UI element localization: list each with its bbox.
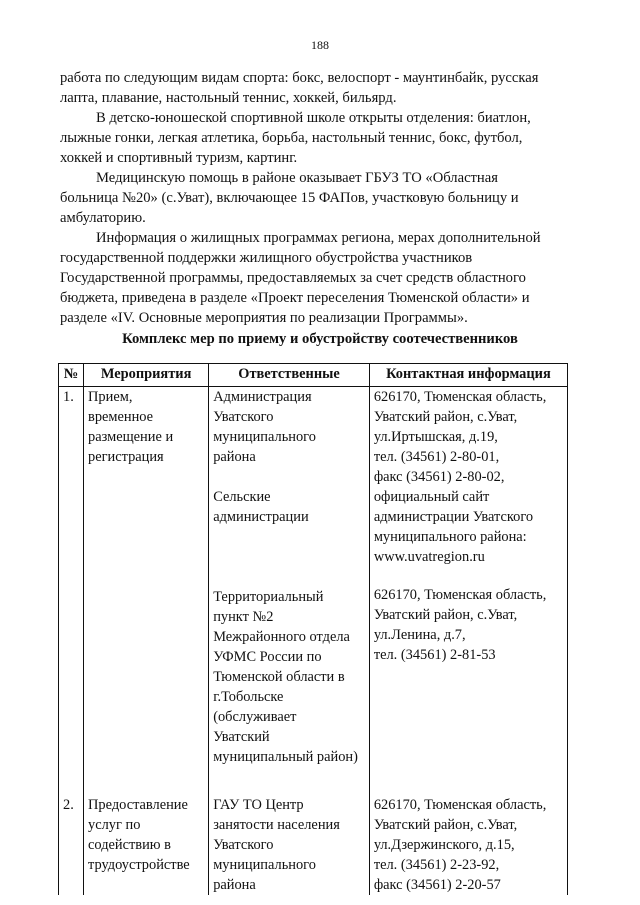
contact-line: ул.Ленина, д.7, [373, 627, 466, 643]
paragraph-medical [60, 168, 577, 228]
header-num: № [59, 364, 84, 387]
row-num: 1. [59, 387, 84, 796]
paragraph-line: работа по следующим видам спорта: бокс, велоспорт - маунтинбайк, русская [60, 70, 539, 86]
responsible-line: муниципального [213, 429, 316, 445]
contact-line: ул.Иртышская, д.19, [373, 429, 498, 445]
measure-line: услуг по [88, 817, 141, 833]
contact-line: муниципального района: [373, 529, 527, 545]
contact-line: 626170, Тюменская область, [373, 389, 547, 405]
paragraph-housing [60, 228, 577, 328]
responsible-line: Территориальный [213, 589, 324, 605]
paragraph-line: Информация о жилищных программах региона, мерах дополнительной [96, 230, 541, 246]
row-contacts [369, 795, 567, 895]
paragraph-line: Государственной программы, предоставляемых за счет средств областного [60, 270, 526, 286]
contact-line: факс (34561) 2-20-57 [373, 877, 501, 893]
responsible-line: Администрация [213, 389, 312, 405]
header-responsible: Ответственные [209, 364, 370, 387]
paragraph-line: В детско-юношеской спортивной школе открыты отделения: биатлон, [96, 110, 531, 126]
header-contacts: Контактная информация [369, 364, 567, 387]
responsible-line: Уватского [213, 409, 274, 425]
paragraph-line: бюджета, приведена в разделе «Проект переселения Тюменской области» и [60, 290, 530, 306]
measure-line: временное [88, 409, 154, 425]
paragraph-line: государственной поддержки жилищного обустройства участников [60, 250, 473, 266]
paragraph-sport-school [60, 108, 577, 168]
contact-line: 626170, Тюменская область, [373, 587, 547, 603]
responsible-line: пункт №2 [213, 609, 274, 625]
responsible-line: Уватский [213, 729, 270, 745]
measure-line: Предоставление [88, 797, 188, 813]
row-measure [84, 387, 209, 796]
header-measures: Мероприятия [84, 364, 209, 387]
responsible-line: занятости населения [213, 817, 340, 833]
responsible-line: Сельские [213, 489, 271, 505]
contact-line: тел. (34561) 2-80-01, [373, 449, 500, 465]
row-contacts [369, 387, 567, 796]
measure-line: размещение и [88, 429, 174, 445]
responsible-line: муниципального [213, 857, 316, 873]
contact-line: тел. (34561) 2-23-92, [373, 857, 500, 873]
measures-table [58, 363, 568, 895]
contact-line: Уватский район, с.Уват, [373, 817, 518, 833]
paragraph-line: амбулаторию. [60, 210, 146, 226]
table-title: Комплекс мер по приему и обустройству соотечественников [122, 331, 518, 347]
measure-line: содействию в [88, 837, 171, 853]
paragraph-line: хоккей и спортивный туризм, картинг. [60, 150, 298, 166]
contact-line: тел. (34561) 2-81-53 [373, 647, 496, 663]
contact-line: официальный сайт [373, 489, 490, 505]
responsible-line: Уватского [213, 837, 274, 853]
responsible-line: Межрайонного отдела [213, 629, 350, 645]
contact-line: факс (34561) 2-80-02, [373, 469, 505, 485]
row-responsible [209, 795, 370, 895]
responsible-line [213, 467, 365, 487]
responsible-line: района [213, 877, 256, 893]
responsible-line: г.Тобольске [213, 689, 284, 705]
paragraph-line: разделе «IV. Основные мероприятия по реализации Программы». [60, 310, 468, 326]
measure-line: трудоустройстве [88, 857, 190, 873]
contact-line: Уватский район, с.Уват, [373, 607, 518, 623]
responsible-line: ГАУ ТО Центр [213, 797, 304, 813]
responsible-line: муниципальный район) [213, 749, 358, 765]
responsible-line: администрации [213, 509, 309, 525]
row-measure [84, 795, 209, 895]
contact-line: 626170, Тюменская область, [373, 797, 547, 813]
responsible-line: Тюменской области в [213, 669, 345, 685]
contact-line: ул.Дзержинского, д.15, [373, 837, 515, 853]
row-num: 2. [59, 795, 84, 895]
paragraph-sports [60, 68, 577, 108]
website-link: www.uvatregion.ru [373, 549, 485, 565]
table-row [59, 795, 568, 895]
contact-line: администрации Уватского [373, 509, 534, 525]
paragraph-line: лыжные гонки, легкая атлетика, борьба, настольный теннис, бокс, футбол, [60, 130, 523, 146]
row-responsible [209, 387, 370, 796]
page-number: 188 [311, 38, 329, 52]
paragraph-line: больница №20» (с.Уват), включающее 15 ФАПов, участковую больницу и [60, 190, 519, 206]
paragraph-line: Медицинскую помощь в районе оказывает ГБУЗ ТО «Областная [96, 170, 498, 186]
contact-line: Уватский район, с.Уват, [373, 409, 518, 425]
responsible-line: (обслуживает [213, 709, 297, 725]
responsible-line: УФМС России по [213, 649, 322, 665]
table-row [59, 387, 568, 796]
measure-line: Прием, [88, 389, 133, 405]
table-header-row [59, 364, 568, 387]
measure-line: регистрация [88, 449, 164, 465]
responsible-line: района [213, 449, 256, 465]
paragraph-line: лапта, плавание, настольный теннис, хоккей, бильярд. [60, 90, 397, 106]
